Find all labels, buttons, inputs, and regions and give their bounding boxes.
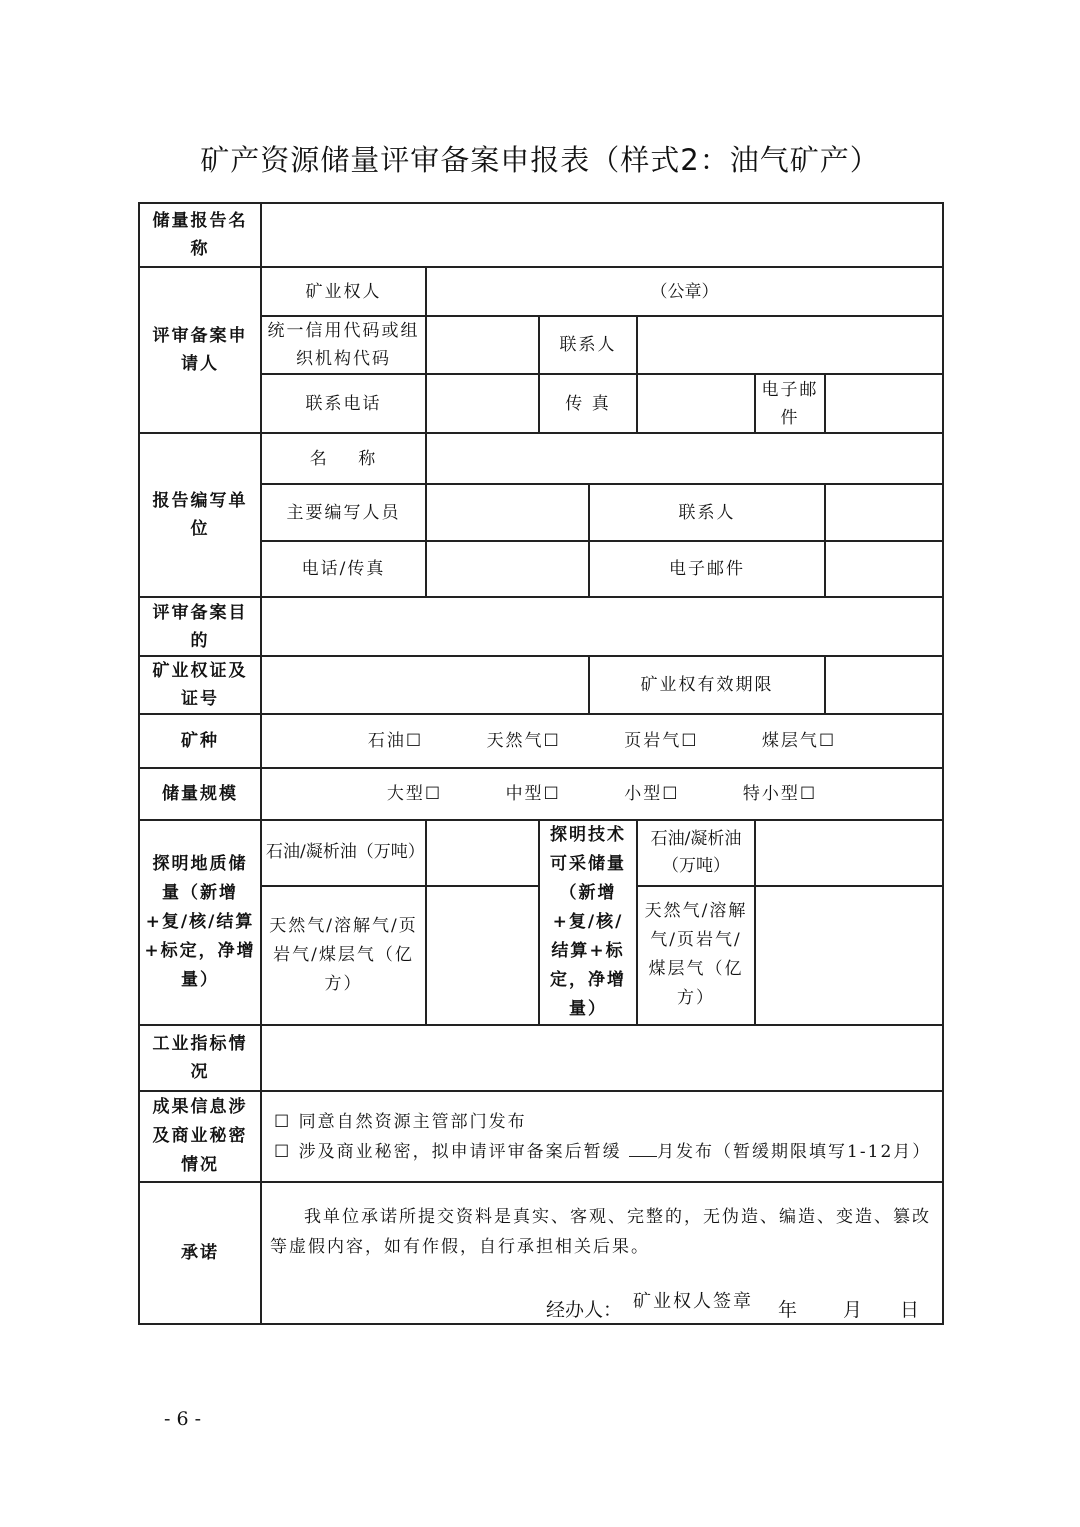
validity-label: 矿业权有效期限 — [589, 656, 825, 714]
pledge-text: 我单位承诺所提交资料是真实、客观、完整的，无伪造、编造、变造、篡改等虚假内容，如有作假，自行承担相关后果。 — [270, 1207, 931, 1257]
scale-options — [261, 768, 943, 820]
validity-value[interactable] — [825, 656, 943, 714]
secrecy-option-defer[interactable] — [274, 1137, 938, 1167]
applicant-email-label: 电子邮件 — [755, 374, 825, 433]
purpose-value[interactable] — [261, 597, 943, 656]
holder-label: 矿业权人 — [261, 267, 426, 316]
scale-option-extra-small[interactable]: 特小型☐ — [742, 784, 818, 804]
applicant-phone-value[interactable] — [426, 374, 539, 433]
purpose-label: 评审备案目的 — [139, 597, 261, 656]
mineral-option-shale-gas[interactable]: 页岩气☐ — [624, 731, 699, 751]
applicant-contact-label: 联系人 — [539, 316, 637, 374]
year-label: 年 — [778, 1299, 798, 1321]
compiler-email-label: 电子邮件 — [589, 541, 825, 597]
tech-reserves-label: 探明技术可采储量（新增+复/核/结算+标定，净增量） — [539, 820, 637, 1025]
scale-option-medium[interactable]: 中型☐ — [505, 784, 561, 804]
mineral-option-oil[interactable]: 石油☐ — [367, 731, 424, 751]
applicant-label: 评审备案申请人 — [139, 267, 261, 433]
industrial-label: 工业指标情况 — [139, 1025, 261, 1091]
compiler-contact-label: 联系人 — [589, 484, 825, 541]
applicant-contact-value[interactable] — [637, 316, 943, 374]
compiler-email-value[interactable] — [825, 541, 943, 597]
tech-gas-value[interactable] — [755, 886, 943, 1025]
geo-gas-label: 天然气/溶解气/页岩气/煤层气（亿方） — [261, 886, 426, 1025]
defer-months-blank[interactable] — [629, 1138, 657, 1157]
secrecy-options — [261, 1091, 943, 1182]
seal-note: （公章） — [426, 267, 943, 316]
compiler-label: 报告编写单位 — [139, 433, 261, 597]
compiler-name-label: 名 称 — [261, 433, 426, 484]
report-name-label: 储量报告名称 — [139, 203, 261, 267]
handler-label: 经办人： — [546, 1299, 623, 1321]
secrecy-option-publish[interactable]: ☐ 同意自然资源主管部门发布 — [274, 1111, 527, 1132]
page-number: - 6 - — [164, 1408, 202, 1430]
secrecy-label: 成果信息涉及商业秘密情况 — [139, 1091, 261, 1182]
day-label: 日 — [900, 1299, 920, 1321]
tech-gas-label: 天然气/溶解气/页岩气/煤层气（亿方） — [637, 886, 755, 1025]
geo-reserves-label: 探明地质储量（新增+复/核/结算+标定，净增量） — [139, 820, 261, 1025]
mineral-label: 矿种 — [139, 714, 261, 768]
compiler-name-value[interactable] — [426, 433, 943, 484]
compiler-phone-fax-value[interactable] — [426, 541, 589, 597]
compiler-contact-value[interactable] — [825, 484, 943, 541]
declaration-form — [138, 202, 944, 1325]
applicant-fax-label: 传 真 — [539, 374, 637, 433]
geo-gas-value[interactable] — [426, 886, 539, 1025]
mineral-option-gas[interactable]: 天然气☐ — [486, 731, 561, 751]
tech-oil-value[interactable] — [755, 820, 943, 886]
author-value[interactable] — [426, 484, 589, 541]
mineral-option-coalbed-gas[interactable]: 煤层气☐ — [761, 731, 837, 751]
tech-oil-label: 石油/凝析油（万吨） — [637, 820, 755, 886]
credit-code-label: 统一信用代码或组织机构代码 — [261, 316, 426, 374]
secrecy-defer-post: 月发布（暂缓期限填写1-12月） — [657, 1141, 932, 1162]
compiler-phone-fax-label: 电话/传真 — [261, 541, 426, 597]
industrial-value[interactable] — [261, 1025, 943, 1091]
secrecy-defer-pre: ☐ 涉及商业秘密，拟申请评审备案后暂缓 — [274, 1141, 622, 1162]
pledge-sign: 矿业权人签章 — [633, 1291, 754, 1312]
page-title: 矿产资源储量评审备案申报表（样式2：油气矿产） — [200, 143, 880, 177]
credit-code-value[interactable] — [426, 316, 539, 374]
pledge-label: 承诺 — [139, 1182, 261, 1324]
geo-oil-label: 石油/凝析油（万吨） — [261, 820, 426, 886]
month-label: 月 — [843, 1299, 863, 1321]
license-value[interactable] — [261, 656, 589, 714]
applicant-fax-value[interactable] — [637, 374, 755, 433]
applicant-phone-label: 联系电话 — [261, 374, 426, 433]
author-label: 主要编写人员 — [261, 484, 426, 541]
scale-option-large[interactable]: 大型☐ — [386, 784, 443, 804]
license-label: 矿业权证及证号 — [139, 656, 261, 714]
geo-oil-value[interactable] — [426, 820, 539, 886]
scale-label: 储量规模 — [139, 768, 261, 820]
report-name-value[interactable] — [261, 203, 943, 267]
scale-option-small[interactable]: 小型☐ — [624, 784, 680, 804]
applicant-email-value[interactable] — [825, 374, 943, 433]
mineral-options — [261, 714, 943, 768]
